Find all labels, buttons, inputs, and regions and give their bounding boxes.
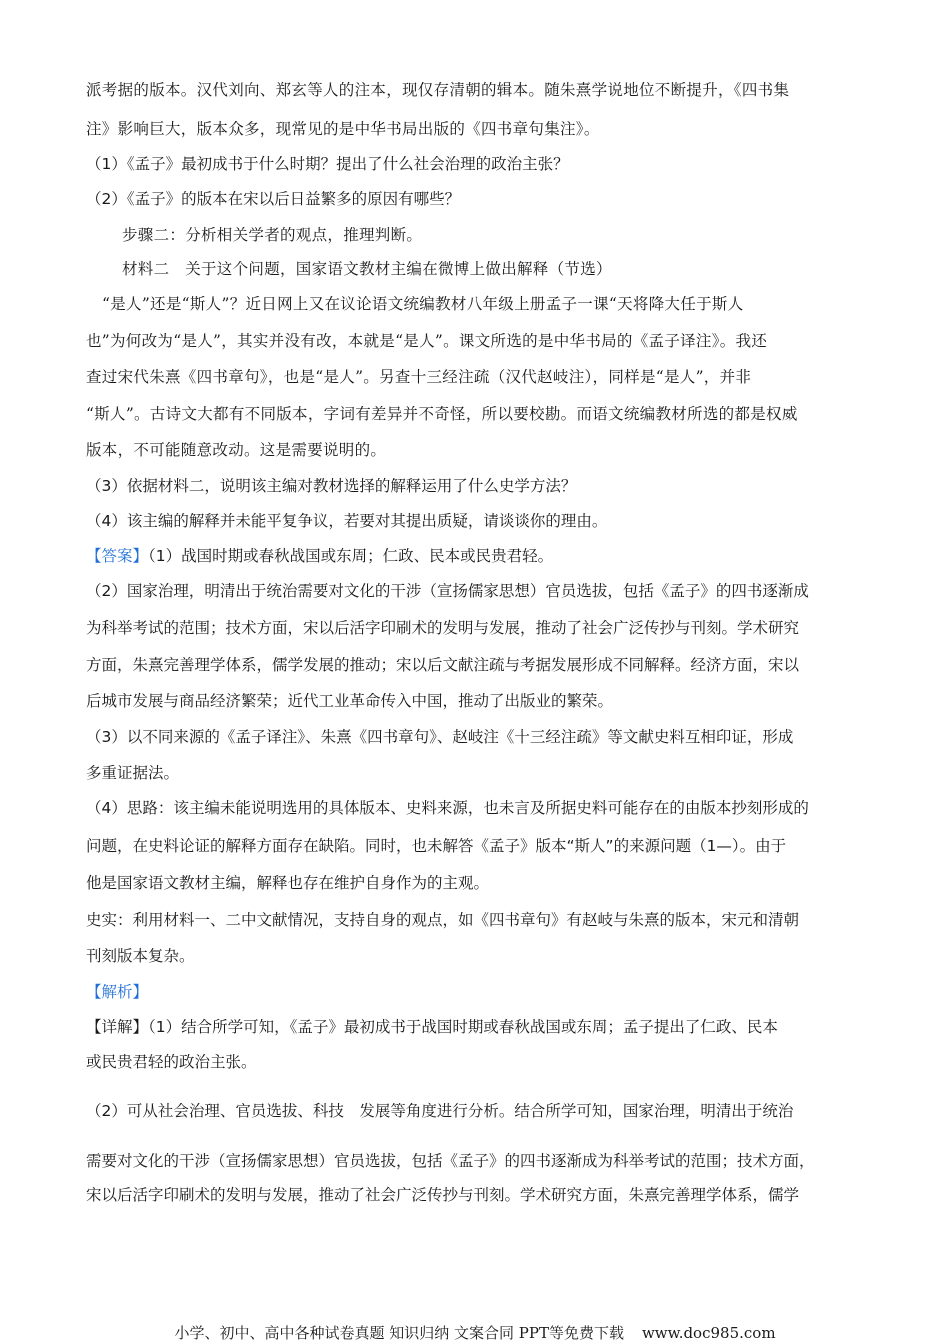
page-footer bbox=[0, 1322, 950, 1343]
step-two: 步骤二：分析相关学者的观点，推理判断。 bbox=[122, 226, 423, 244]
question-3: （3）依据材料二，说明该主编对教材选择的解释运用了什么史学方法？ bbox=[86, 477, 577, 495]
answer-line: 方面，朱熹完善理学体系，儒学发展的推动；宋以后文献注疏与考据发展形成不同解释。经济方面，宋以 bbox=[86, 656, 800, 674]
detail-1-text: （1）结合所学可知，《孟子》最初成书于战国时期或春秋战国或东周；孟子提出了仁政、民本 bbox=[148, 1018, 778, 1036]
analysis-tag: 【解析】 bbox=[86, 983, 149, 1001]
answer-line: （4）思路：该主编未能说明选用的具体版本、史料来源，也未言及所据史料可能存在的由版本抄刻形成的 bbox=[86, 799, 809, 817]
answer-line: 多重证据法。 bbox=[86, 764, 180, 782]
answer-line: 刊刻版本复杂。 bbox=[86, 947, 195, 965]
answer-tag: 【答案】 bbox=[86, 547, 149, 565]
answer-line: 问题，在史料论证的解释方面存在缺陷。同时，也未解答《孟子》版本“斯人”的来源问题（1—）。由于 bbox=[86, 837, 787, 855]
text-line: 版本，不可能随意改动。这是需要说明的。 bbox=[86, 441, 387, 459]
material-two-title: 材料二 关于这个问题，国家语文教材主编在微博上做出解释（节选） bbox=[122, 260, 612, 278]
footer-link[interactable]: www.doc985.com bbox=[641, 1324, 776, 1342]
detail-line: 宋以后活字印刷术的发明与发展，推动了社会广泛传抄与刊刻。学术研究方面，朱熹完善理学体系，儒学 bbox=[86, 1186, 800, 1204]
text-line: “斯人”。古诗文大都有不同版本，字词有差异并不奇怪，所以要校勘。而语文统编教材所选的都是权威 bbox=[86, 405, 798, 423]
answer-line: （2）国家治理，明清出于统治需要对文化的干涉（宣扬儒家思想）官员选拔，包括《孟子》的四书逐渐成 bbox=[86, 582, 809, 600]
answer-line: （3）以不同来源的《孟子译注》、朱熹《四书章句》、赵岐注《十三经注疏》等文献史料互相印证，形成 bbox=[86, 728, 794, 746]
detail-line: 需要对文化的干涉（宣扬儒家思想）官员选拔，包括《孟子》的四书逐渐成为科举考试的范围；技术方面， bbox=[86, 1152, 815, 1170]
detail-line: 或民贵君轻的政治主张。 bbox=[86, 1053, 257, 1071]
footer-text: 小学、初中、高中各种试卷真题 知识归纳 文案合同 PPT等免费下载 bbox=[174, 1324, 624, 1342]
text-line: 注》影响巨大，版本众多，现常见的是中华书局出版的《四书章句集注》。 bbox=[86, 120, 600, 138]
text-line: “是人”还是“斯人”？近日网上又在议论语文统编教材八年级上册孟子一课“天将降大任于斯人 bbox=[102, 295, 744, 313]
text-line: 也”为何改为“是人”，其实并没有改，本就是“是人”。课文所选的是中华书局的《孟子译注》。我还 bbox=[86, 332, 768, 350]
text-line: 查过宋代朱熹《四书章句》，也是“是人”。另查十三经注疏（汉代赵岐注），同样是“是人”，并非 bbox=[86, 368, 752, 386]
question-1: （1）《孟子》最初成书于什么时期？提出了什么社会治理的政治主张？ bbox=[86, 155, 569, 173]
answer-line bbox=[86, 545, 876, 567]
question-4: （4）该主编的解释并未能平复争议，若要对其提出质疑，请谈谈你的理由。 bbox=[86, 512, 608, 530]
analysis-line bbox=[86, 981, 876, 1003]
answer-line: 他是国家语文教材主编，解释也存在维护自身作为的主观。 bbox=[86, 874, 490, 892]
answer-1-text: （1）战国时期或春秋战国或东周；仁政、民本或民贵君轻。 bbox=[148, 547, 554, 565]
detail-line bbox=[86, 1016, 876, 1038]
detail-tag: 【详解】 bbox=[86, 1018, 149, 1036]
answer-line: 史实：利用材料一、二中文献情况，支持自身的观点，如《四书章句》有赵岐与朱熹的版本，宋元和清朝 bbox=[86, 911, 800, 929]
answer-line: 为科举考试的范围；技术方面，宋以后活字印刷术的发明与发展，推动了社会广泛传抄与刊刻。学术研究 bbox=[86, 619, 800, 637]
text-line: 派考据的版本。汉代刘向、郑玄等人的注本，现仅存清朝的辑本。随朱熹学说地位不断提升，《四书集 bbox=[86, 81, 790, 99]
answer-line: 后城市发展与商品经济繁荣；近代工业革命传入中国，推动了出版业的繁荣。 bbox=[86, 692, 614, 710]
question-2: （2）《孟子》的版本在宋以后日益繁多的原因有哪些？ bbox=[86, 190, 461, 208]
detail-line: （2）可从社会治理、官员选拔、科技 发展等角度进行分析。结合所学可知，国家治理，明清出于统治 bbox=[86, 1102, 794, 1120]
